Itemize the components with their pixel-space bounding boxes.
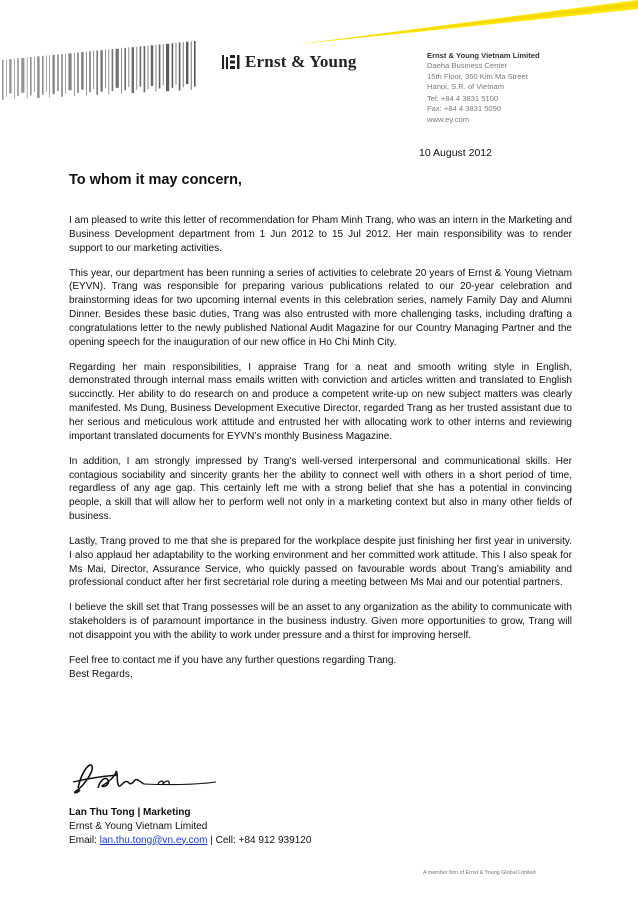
letter-body bbox=[69, 214, 572, 681]
email-link[interactable]: lan.thu.tong@vn.ey.com bbox=[99, 834, 208, 846]
address-tel: Tel: +84 4 3831 5100 bbox=[427, 94, 499, 104]
barcode-stripes-graphic bbox=[0, 30, 225, 100]
letter-date: 10 August 2012 bbox=[419, 147, 492, 159]
cell-number: | Cell: +84 912 939120 bbox=[207, 834, 312, 846]
email-label: Email: bbox=[69, 834, 100, 846]
signature-block bbox=[69, 806, 311, 848]
address-company: Ernst & Young Vietnam Limited bbox=[427, 51, 540, 60]
ey-logo bbox=[222, 50, 357, 74]
paragraph-activities: This year, our department has been running a series of activities to celebrate 20 years of Ernst & Young Vietnam (EYVN). Trang was responsible for preparing various publications related to our 20-year celebration and brainstorming ideas for two upcoming internal events in this celebration series, namely Family Day and Alumni Dinner. Besides these basic duties, Trang was also entrusted with more challenging tasks, including drafting a congratulations letter to the newly published National Audit Magazine for our Country Managing Partner and the opening speech for the inauguration of our new office in Ho Chi Minh City. bbox=[69, 267, 572, 348]
sign-off: Best Regards, bbox=[69, 668, 133, 680]
footer-member-firm: A member firm of Ernst & Young Global Limited bbox=[423, 870, 536, 876]
address-fax: Fax: +84 4 3831 5090 bbox=[427, 104, 502, 114]
paragraph-interpersonal: In addition, I am strongly impressed by Trang’s well-versed interpersonal and communicational skills. Her contagious sociability and sincerity grants her the ability to connect well with others in a short period of time, regardless of any age gap. This certainly left me with a strong belief that she has a potential in convincing people, a skill that will allow her to perform well not only in a marketing context but also in many other fields of business. bbox=[69, 455, 572, 523]
paragraph-adaptability: Lastly, Trang proved to me that she is prepared for the workplace despite just finishing her first year in university. I also applaud her adaptability to the working environment and her committed work attitude. This I also speak for Ms Mai, Director, Assurance Service, who quickly passed on favourable words about Trang’s amiability and professional conduct after her first secretarial role during a meeting between Ms Mai and our potential partners. bbox=[69, 535, 572, 589]
closing-line: Feel free to contact me if you have any further questions regarding Trang. bbox=[69, 654, 397, 666]
address-city: Hanoi, S.R. of Vietnam bbox=[427, 81, 505, 91]
signatory-company: Ernst & Young Vietnam Limited bbox=[69, 820, 208, 832]
salutation: To whom it may concern, bbox=[69, 172, 242, 188]
handwritten-signature bbox=[70, 758, 220, 798]
signatory-name-title: Lan Thu Tong | Marketing bbox=[69, 807, 191, 818]
logo-wordmark: Ernst & Young bbox=[245, 52, 357, 71]
signatory-contact bbox=[69, 834, 311, 848]
address-website: www.ey.com bbox=[427, 114, 470, 124]
paragraph-conclusion: I believe the skill set that Trang possesses will be an asset to any organization as the ability to communicate with stakeholders is of paramount importance in the business industry. Given more opportunities to grow, Trang will not disappoint you with the ability to work under pressure and a thirst for improving herself. bbox=[69, 602, 572, 641]
paragraph-intro: I am pleased to write this letter of recommendation for Pham Minh Trang, who was an intern in the Marketing and Business Development department from 1 Jun 2012 to 15 Jul 2012. Her main responsibility was to render support to our marketing activities. bbox=[69, 215, 572, 254]
office-address bbox=[427, 51, 540, 125]
paragraph-responsibilities: Regarding her main responsibilities, I appraise Trang for a neat and smooth writing style in English, demonstrated through internal mass emails written with conviction and articles written and translated to English succinctly. Her ability to do research on and produce a competent write-up on new subject matters was clearly manifested. Ms Dung, Business Development Executive Director, regarded Trang as her trusted assistant due to her serious and meticulous work attitude and entrusted her with allocating work to other interns and reviewing important translated documents for EYVN’s monthly Business Magazine. bbox=[69, 361, 572, 442]
ey-logo-mark-icon bbox=[222, 53, 242, 71]
address-street: 15th Floor, 360 Kim Ma Street bbox=[427, 71, 528, 81]
address-building: Daeha Business Center bbox=[427, 61, 508, 71]
